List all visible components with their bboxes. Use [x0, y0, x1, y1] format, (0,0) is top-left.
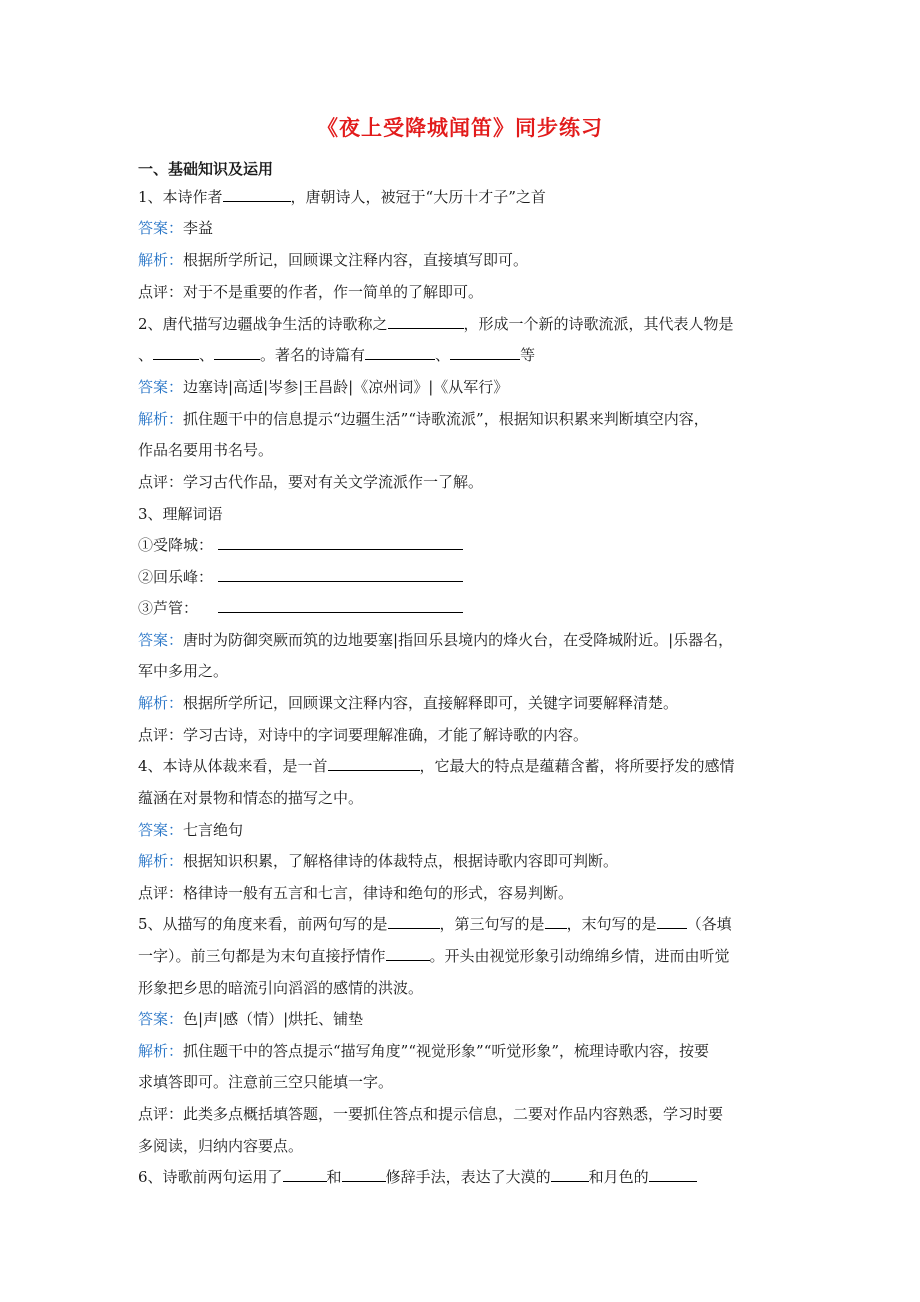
analysis-label: 解析：: [138, 694, 184, 712]
answer-blank: [450, 345, 520, 360]
analysis-text: 抓住题干中的答点提示“描写角度”“视觉形象”“听觉形象”，梳理诗歌内容，按要: [183, 1042, 710, 1060]
answer-label: 答案：: [138, 631, 184, 649]
answer-blank: [218, 598, 463, 613]
question-6: [138, 1167, 697, 1187]
question-1: [138, 187, 546, 207]
question-text: 6、诗歌前两句运用了: [138, 1168, 283, 1186]
question-5-cont: [138, 946, 730, 966]
analysis-text: 根据所学所记，回顾课文注释内容，直接解释即可，关键字词要解释清楚。: [183, 694, 679, 712]
answer-text: 李益: [183, 219, 214, 237]
term-label: ②回乐峰：: [138, 568, 214, 586]
analysis-text: 抓住题干中的信息提示“边疆生活”“诗歌流派”，根据知识积累来判断填空内容，: [183, 410, 709, 428]
question-text: 修辞手法，表达了大漠的: [385, 1168, 551, 1186]
question-3-item-3: [138, 598, 463, 618]
question-3: 3、理解词语: [138, 505, 223, 523]
answer-blank: [551, 1167, 589, 1182]
answer-4: [138, 820, 243, 840]
comment-5-cont: 多阅读，归纳内容要点。: [138, 1137, 304, 1155]
answer-3-cont: 军中多用之。: [138, 662, 229, 680]
question-5-cont-2: 形象把乡思的暗流引向滔滔的感情的洪波。: [138, 979, 424, 997]
question-text: 、: [199, 346, 215, 364]
answer-label: 答案：: [138, 378, 184, 396]
question-text: 5、从描写的角度来看，前两句写的是: [138, 915, 388, 933]
answer-blank: [223, 187, 291, 202]
question-text: 2、唐代描写边疆战争生活的诗歌称之: [138, 315, 388, 333]
page-title: 《夜上受降城闻笛》同步练习: [317, 116, 603, 140]
analysis-3: [138, 693, 678, 713]
question-text: ，第三句写的是: [439, 915, 545, 933]
question-4-cont: 蕴涵在对景物和情态的描写之中。: [138, 789, 364, 807]
comment-5: 点评：此类多点概括填答题，一要抓住答点和提示信息，二要对作品内容熟悉，学习时要: [138, 1105, 724, 1123]
analysis-2-cont: 作品名要用书名号。: [138, 441, 274, 459]
comment-1: 点评：对于不是重要的作者，作一简单的了解即可。: [138, 283, 484, 301]
answer-blank: [388, 314, 464, 329]
question-text: 、: [435, 346, 451, 364]
analysis-label: 解析：: [138, 251, 184, 269]
analysis-text: 根据知识积累，了解格律诗的体裁特点，根据诗歌内容即可判断。: [183, 852, 619, 870]
section-heading: 一、基础知识及运用: [138, 160, 274, 178]
question-text: 、: [138, 346, 154, 364]
answer-blank: [388, 914, 440, 929]
analysis-4: [138, 851, 618, 871]
question-2-cont: [138, 345, 535, 365]
analysis-5-cont: 求填答即可。注意前三空只能填一字。: [138, 1073, 394, 1091]
question-3-item-2: [138, 567, 463, 587]
answer-blank: [214, 345, 260, 360]
answer-blank: [328, 756, 420, 771]
term-label: ③芦管：: [138, 599, 199, 617]
question-text: 和月色的: [588, 1168, 649, 1186]
question-text: ，形成一个新的诗歌流派，其代表人物是: [463, 315, 734, 333]
question-4: [138, 756, 735, 776]
answer-3: [138, 630, 733, 650]
answer-blank: [283, 1167, 327, 1182]
question-text: 。开头由视觉形象引动绵绵乡情，进而由听觉: [429, 947, 730, 965]
comment-4: 点评：格律诗一般有五言和七言，律诗和绝句的形式，容易判断。: [138, 884, 574, 902]
analysis-label: 解析：: [138, 852, 184, 870]
answer-text: 唐时为防御突厥而筑的边地要塞|指回乐县境内的烽火台，在受降城附近。|乐器名，: [183, 631, 734, 649]
answer-blank: [386, 946, 430, 961]
answer-1: [138, 218, 213, 238]
answer-blank: [657, 914, 687, 929]
question-3-item-1: [138, 535, 463, 555]
answer-blank: [153, 345, 199, 360]
analysis-5: [138, 1041, 709, 1061]
answer-5: [138, 1009, 363, 1029]
analysis-text: 根据所学所记，回顾课文注释内容，直接填写即可。: [183, 251, 529, 269]
answer-2: [138, 377, 508, 397]
answer-blank: [545, 914, 567, 929]
answer-text: 边塞诗|高适|岑参|王昌龄|《凉州词》|《从军行》: [183, 378, 509, 396]
answer-text: 七言绝句: [183, 821, 244, 839]
comment-3: 点评：学习古诗，对诗中的字词要理解准确，才能了解诗歌的内容。: [138, 726, 589, 744]
answer-label: 答案：: [138, 1010, 184, 1028]
question-text: 等: [520, 346, 536, 364]
question-text: 。著名的诗篇有: [260, 346, 366, 364]
answer-blank: [365, 345, 435, 360]
question-text: 和: [326, 1168, 342, 1186]
question-text: 4、本诗从体裁来看，是一首: [138, 757, 328, 775]
answer-blank: [649, 1167, 697, 1182]
question-text: ，它最大的特点是蕴藉含蓄，将所要抒发的感情: [419, 757, 735, 775]
answer-label: 答案：: [138, 219, 184, 237]
question-text: ，唐朝诗人，被冠于“大历十才子”之首: [290, 188, 546, 206]
question-text: 一字）。前三句都是为末句直接抒情作: [138, 947, 386, 965]
analysis-label: 解析：: [138, 1042, 184, 1060]
answer-blank: [342, 1167, 386, 1182]
answer-label: 答案：: [138, 821, 184, 839]
answer-blank: [218, 567, 463, 582]
term-label: ①受降城：: [138, 536, 214, 554]
answer-text: 色|声|感（情）|烘托、铺垫: [183, 1010, 364, 1028]
answer-blank: [218, 535, 463, 550]
analysis-1: [138, 250, 528, 270]
analysis-2: [138, 409, 709, 429]
question-2: [138, 314, 734, 334]
question-text: （各填: [686, 915, 732, 933]
question-text: 1、本诗作者: [138, 188, 223, 206]
question-text: ，末句写的是: [566, 915, 657, 933]
question-5: [138, 914, 732, 934]
analysis-label: 解析：: [138, 410, 184, 428]
comment-2: 点评：学习古代作品，要对有关文学流派作一了解。: [138, 473, 484, 491]
